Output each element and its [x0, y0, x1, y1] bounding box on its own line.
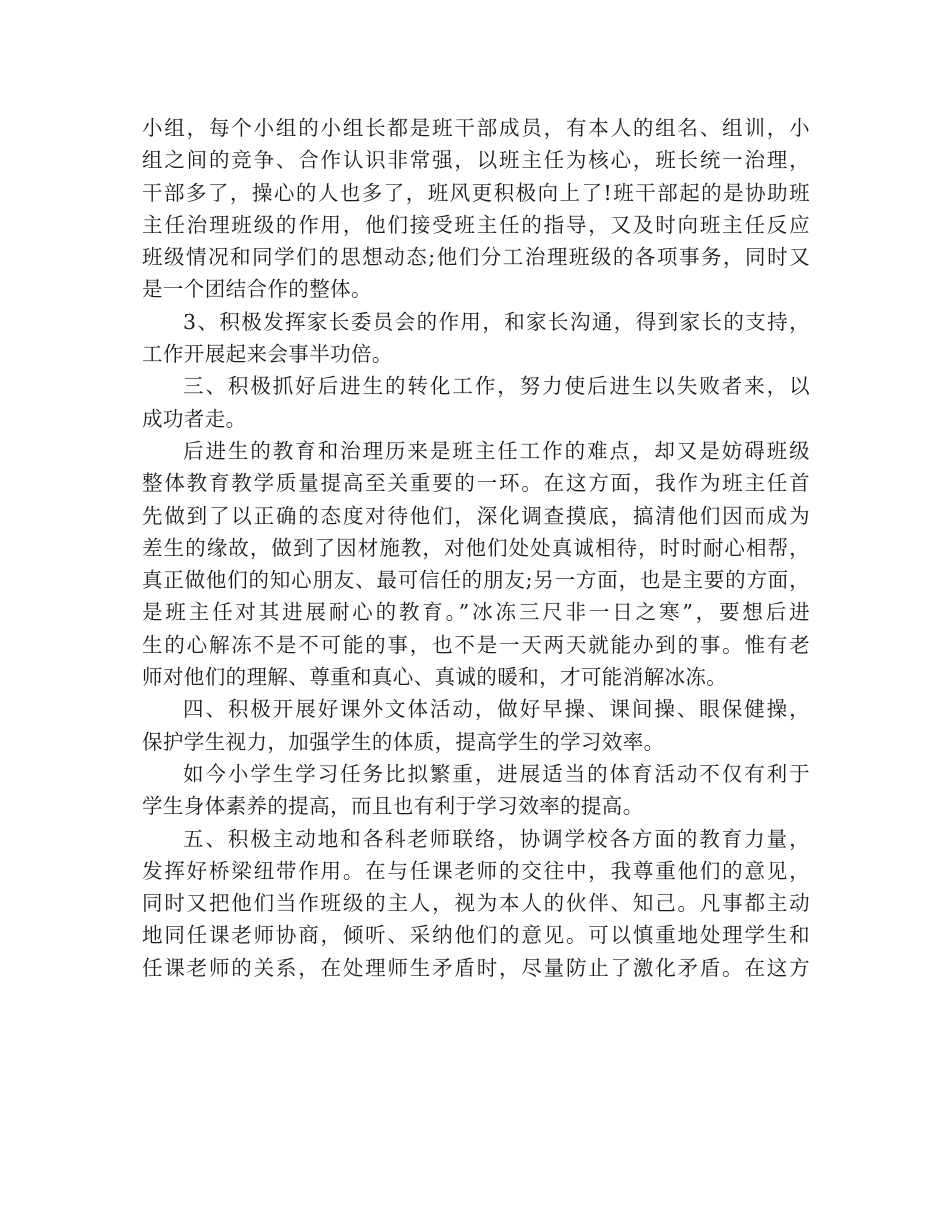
- text-line: 是一个团结合作的整体。: [142, 277, 372, 302]
- paragraph: [142, 370, 810, 435]
- paragraph: [142, 693, 810, 758]
- text-line: 小组，每个小组的小组长都是班干部成员，有本人的组名、组训，小: [142, 116, 810, 140]
- paragraph: [142, 823, 810, 984]
- document-page: [142, 112, 810, 984]
- text-line: 干部多了，操心的人也多了，班风更积极向上了!班干部起的是协助班: [142, 180, 810, 205]
- text-line: 3、积极发挥家长委员会的作用，和家长沟通，得到家长的支持，: [183, 309, 810, 334]
- text-line: 主任治理班级的作用，他们接受班主任的指导，又及时向班主任反应: [142, 212, 810, 237]
- text-line: 真正做他们的知心朋友、最可信任的朋友;另一方面，也是主要的方面，: [142, 568, 810, 593]
- paragraph: [142, 435, 810, 693]
- paragraph: [142, 112, 810, 306]
- text-line: 四、积极开展好课外文体活动，做好早操、课间操、眼保健操，: [183, 697, 810, 722]
- text-line: 保护学生视力，加强学生的体质，提高学生的学习效率。: [142, 729, 665, 754]
- text-line: 后进生的教育和治理历来是班主任工作的难点，却又是妨碍班级: [183, 438, 810, 463]
- text-line: 发挥好桥梁纽带作用。在与任课老师的交往中，我尊重他们的意见，: [142, 858, 810, 883]
- text-line: 组之间的竞争、合作认识非常强，以班主任为核心，班长统一治理，: [142, 148, 810, 173]
- text-line: 三、积极抓好后进生的转化工作，努力使后进生以失败者来，以: [183, 374, 810, 399]
- text-line: 师对他们的理解、尊重和真心、真诚的暖和，才可能消解冰冻。: [142, 665, 728, 690]
- paragraph: [142, 306, 810, 371]
- text-line: 整体教育教学质量提高至关重要的一环。在这方面，我作为班主任首: [142, 471, 810, 496]
- text-line: 班级情况和同学们的思想动态;他们分工治理班级的各项事务，同时又: [142, 245, 810, 270]
- text-line: 工作开展起来会事半功倍。: [142, 342, 393, 367]
- text-line: 生的心解冻不是不可能的事，也不是一天两天就能办到的事。惟有老: [142, 632, 810, 657]
- text-line: 地同任课老师协商，倾听、采纳他们的意见。可以慎重地处理学生和: [142, 923, 810, 948]
- text-line: 差生的缘故，做到了因材施教，对他们处处真诚相待，时时耐心相帮，: [142, 535, 810, 560]
- text-line: 先做到了以正确的态度对待他们，深化调查摸底，搞清他们因而成为: [142, 503, 810, 528]
- paragraph: [142, 758, 810, 823]
- text-line: 如今小学生学习任务比拟繁重，进展适当的体育活动不仅有利于: [183, 761, 810, 786]
- text-line: 是班主任对其进展耐心的教育。”冰冻三尺非一日之寒”，要想后进: [142, 600, 810, 625]
- text-line: 任课老师的关系，在处理师生矛盾时，尽量防止了激化矛盾。在这方: [142, 955, 810, 980]
- text-line: 五、积极主动地和各科老师联络，协调学校各方面的教育力量，: [183, 826, 810, 851]
- text-line: 成功者走。: [142, 406, 247, 431]
- text-line: 同时又把他们当作班级的主人，视为本人的伙伴、知己。凡事都主动: [142, 891, 810, 916]
- text-line: 学生身体素养的提高，而且也有利于学习效率的提高。: [142, 794, 644, 819]
